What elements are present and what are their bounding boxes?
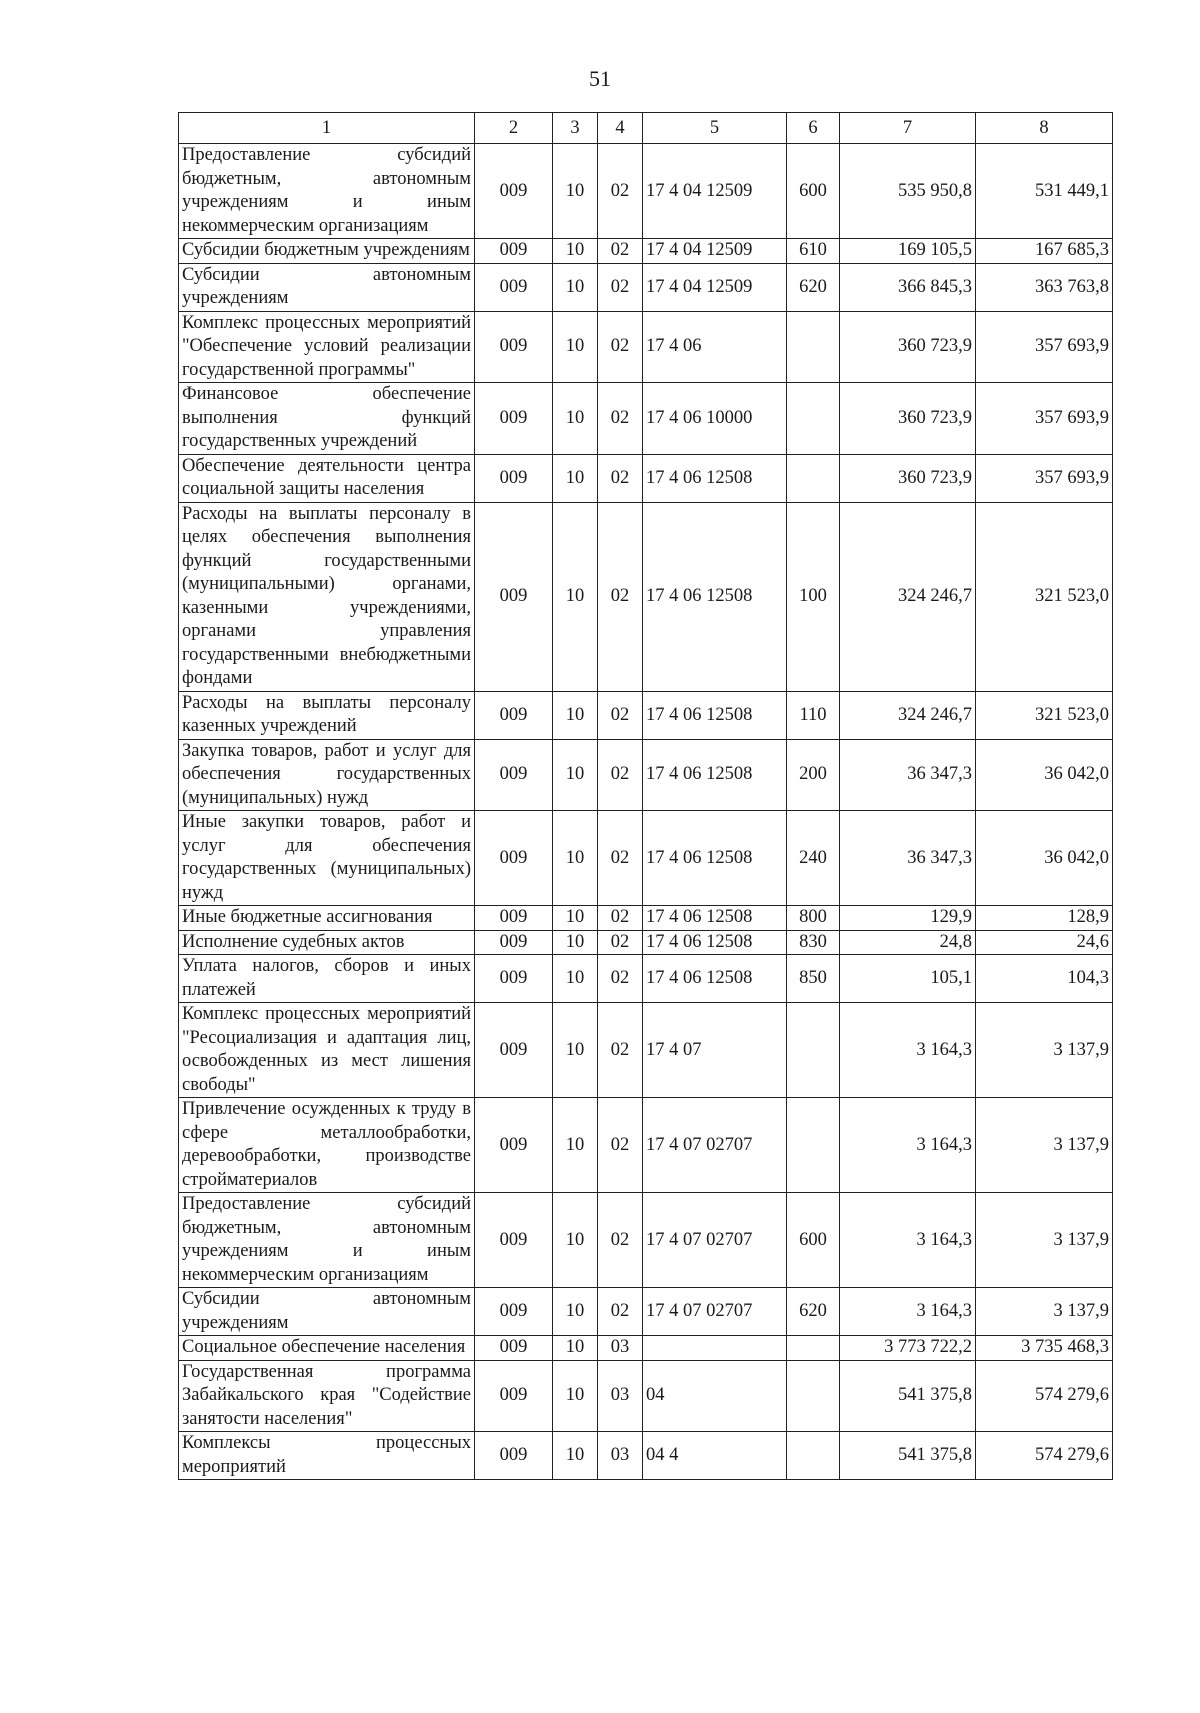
amount-year-1: 360 723,9 [840, 311, 976, 383]
subsection-code: 02 [598, 906, 643, 931]
amount-year-2: 357 693,9 [976, 383, 1113, 455]
amount-year-2: 167 685,3 [976, 239, 1113, 264]
admin-code: 009 [475, 502, 553, 691]
table-row [179, 239, 1113, 264]
amount-year-2: 363 763,8 [976, 263, 1113, 311]
expense-type-code: 240 [787, 811, 840, 906]
section-code: 10 [553, 906, 598, 931]
admin-code: 009 [475, 811, 553, 906]
amount-year-2: 321 523,0 [976, 691, 1113, 739]
target-article-code: 17 4 06 12508 [643, 454, 787, 502]
expense-type-code: 620 [787, 1288, 840, 1336]
table-row [179, 454, 1113, 502]
section-code: 10 [553, 239, 598, 264]
amount-year-1: 24,8 [840, 930, 976, 955]
expense-type-code [787, 454, 840, 502]
amount-year-1: 3 164,3 [840, 1193, 976, 1288]
table-row [179, 930, 1113, 955]
header-row [179, 113, 1113, 144]
item-name: Субсидии автономным учреждениям [179, 1288, 475, 1336]
amount-year-1: 129,9 [840, 906, 976, 931]
expense-type-code: 600 [787, 144, 840, 239]
target-article-code: 17 4 06 [643, 311, 787, 383]
admin-code: 009 [475, 1336, 553, 1361]
section-code: 10 [553, 1360, 598, 1432]
section-code: 10 [553, 1288, 598, 1336]
admin-code: 009 [475, 1288, 553, 1336]
amount-year-1: 169 105,5 [840, 239, 976, 264]
amount-year-2: 531 449,1 [976, 144, 1113, 239]
section-code: 10 [553, 263, 598, 311]
section-code: 10 [553, 1193, 598, 1288]
subsection-code: 02 [598, 502, 643, 691]
column-header: 1 [179, 113, 475, 144]
admin-code: 009 [475, 454, 553, 502]
amount-year-1: 105,1 [840, 955, 976, 1003]
item-name: Комплекс процессных мероприятий "Ресоциализация и адаптация лиц, освобожденных из мест лишения свободы" [179, 1003, 475, 1098]
admin-code: 009 [475, 239, 553, 264]
amount-year-1: 3 164,3 [840, 1098, 976, 1193]
expense-type-code [787, 1003, 840, 1098]
target-article-code: 17 4 06 12508 [643, 739, 787, 811]
column-header: 7 [840, 113, 976, 144]
subsection-code: 02 [598, 263, 643, 311]
amount-year-2: 574 279,6 [976, 1360, 1113, 1432]
budget-table [178, 112, 1113, 1480]
amount-year-2: 3 137,9 [976, 1193, 1113, 1288]
table-row [179, 263, 1113, 311]
admin-code: 009 [475, 1193, 553, 1288]
target-article-code: 17 4 06 12508 [643, 502, 787, 691]
subsection-code: 02 [598, 1098, 643, 1193]
target-article-code: 17 4 06 12508 [643, 930, 787, 955]
item-name: Предоставление субсидий бюджетным, автономным учреждениям и иным некоммерческим организациям [179, 144, 475, 239]
admin-code: 009 [475, 930, 553, 955]
amount-year-2: 36 042,0 [976, 739, 1113, 811]
admin-code: 009 [475, 739, 553, 811]
section-code: 10 [553, 1003, 598, 1098]
table-row [179, 811, 1113, 906]
item-name: Расходы на выплаты персоналу казенных учреждений [179, 691, 475, 739]
target-article-code: 04 4 [643, 1432, 787, 1480]
item-name: Привлечение осужденных к труду в сфере металлообработки, деревообработки, производстве стройматериалов [179, 1098, 475, 1193]
item-name: Предоставление субсидий бюджетным, автономным учреждениям и иным некоммерческим организациям [179, 1193, 475, 1288]
amount-year-1: 3 773 722,2 [840, 1336, 976, 1361]
subsection-code: 02 [598, 811, 643, 906]
subsection-code: 02 [598, 1003, 643, 1098]
table-row [179, 691, 1113, 739]
target-article-code: 17 4 06 10000 [643, 383, 787, 455]
table-row [179, 502, 1113, 691]
table-row [179, 144, 1113, 239]
amount-year-2: 357 693,9 [976, 311, 1113, 383]
subsection-code: 02 [598, 955, 643, 1003]
table-row [179, 955, 1113, 1003]
target-article-code: 17 4 04 12509 [643, 263, 787, 311]
amount-year-1: 541 375,8 [840, 1360, 976, 1432]
section-code: 10 [553, 1098, 598, 1193]
column-header: 4 [598, 113, 643, 144]
table-row [179, 739, 1113, 811]
subsection-code: 02 [598, 1193, 643, 1288]
subsection-code: 02 [598, 930, 643, 955]
amount-year-2: 3 137,9 [976, 1098, 1113, 1193]
expense-type-code: 830 [787, 930, 840, 955]
amount-year-1: 3 164,3 [840, 1003, 976, 1098]
amount-year-1: 3 164,3 [840, 1288, 976, 1336]
amount-year-2: 128,9 [976, 906, 1113, 931]
admin-code: 009 [475, 311, 553, 383]
subsection-code: 02 [598, 383, 643, 455]
expense-type-code: 620 [787, 263, 840, 311]
table-row [179, 1288, 1113, 1336]
item-name: Иные закупки товаров, работ и услуг для обеспечения государственных (муниципальных) нужд [179, 811, 475, 906]
table-row [179, 1193, 1113, 1288]
amount-year-2: 104,3 [976, 955, 1113, 1003]
amount-year-2: 357 693,9 [976, 454, 1113, 502]
admin-code: 009 [475, 383, 553, 455]
item-name: Комплекс процессных мероприятий "Обеспечение условий реализации государственной программы" [179, 311, 475, 383]
table-row [179, 1098, 1113, 1193]
subsection-code: 02 [598, 239, 643, 264]
section-code: 10 [553, 930, 598, 955]
target-article-code: 17 4 06 12508 [643, 691, 787, 739]
amount-year-2: 24,6 [976, 930, 1113, 955]
item-name: Обеспечение деятельности центра социальной защиты населения [179, 454, 475, 502]
subsection-code: 02 [598, 1288, 643, 1336]
admin-code: 009 [475, 263, 553, 311]
target-article-code: 17 4 06 12508 [643, 906, 787, 931]
table-row [179, 383, 1113, 455]
item-name: Субсидии бюджетным учреждениям [179, 239, 475, 264]
section-code: 10 [553, 454, 598, 502]
subsection-code: 03 [598, 1432, 643, 1480]
section-code: 10 [553, 383, 598, 455]
amount-year-1: 36 347,3 [840, 811, 976, 906]
column-header: 8 [976, 113, 1113, 144]
section-code: 10 [553, 1336, 598, 1361]
expense-type-code [787, 1336, 840, 1361]
admin-code: 009 [475, 1432, 553, 1480]
amount-year-1: 360 723,9 [840, 454, 976, 502]
column-header: 6 [787, 113, 840, 144]
target-article-code: 17 4 07 [643, 1003, 787, 1098]
target-article-code: 17 4 07 02707 [643, 1288, 787, 1336]
expense-type-code [787, 1360, 840, 1432]
expense-type-code: 800 [787, 906, 840, 931]
amount-year-2: 36 042,0 [976, 811, 1113, 906]
item-name: Финансовое обеспечение выполнения функций государственных учреждений [179, 383, 475, 455]
table-body [179, 144, 1113, 1480]
amount-year-2: 321 523,0 [976, 502, 1113, 691]
item-name: Социальное обеспечение населения [179, 1336, 475, 1361]
item-name: Государственная программа Забайкальского края "Содействие занятости населения" [179, 1360, 475, 1432]
amount-year-2: 3 735 468,3 [976, 1336, 1113, 1361]
target-article-code: 17 4 04 12509 [643, 144, 787, 239]
admin-code: 009 [475, 906, 553, 931]
expense-type-code: 100 [787, 502, 840, 691]
subsection-code: 03 [598, 1360, 643, 1432]
amount-year-1: 324 246,7 [840, 502, 976, 691]
subsection-code: 02 [598, 144, 643, 239]
section-code: 10 [553, 811, 598, 906]
expense-type-code [787, 1432, 840, 1480]
item-name: Субсидии автономным учреждениям [179, 263, 475, 311]
expense-type-code: 600 [787, 1193, 840, 1288]
target-article-code: 17 4 06 12508 [643, 955, 787, 1003]
section-code: 10 [553, 1432, 598, 1480]
section-code: 10 [553, 311, 598, 383]
target-article-code: 17 4 04 12509 [643, 239, 787, 264]
amount-year-1: 541 375,8 [840, 1432, 976, 1480]
target-article-code: 04 [643, 1360, 787, 1432]
column-header: 5 [643, 113, 787, 144]
item-name: Иные бюджетные ассигнования [179, 906, 475, 931]
column-header: 2 [475, 113, 553, 144]
amount-year-1: 360 723,9 [840, 383, 976, 455]
expense-type-code: 110 [787, 691, 840, 739]
expense-type-code: 200 [787, 739, 840, 811]
target-article-code: 17 4 07 02707 [643, 1193, 787, 1288]
admin-code: 009 [475, 1003, 553, 1098]
table-row [179, 1336, 1113, 1361]
item-name: Уплата налогов, сборов и иных платежей [179, 955, 475, 1003]
subsection-code: 02 [598, 311, 643, 383]
target-article-code: 17 4 07 02707 [643, 1098, 787, 1193]
section-code: 10 [553, 691, 598, 739]
expense-type-code [787, 383, 840, 455]
table-row [179, 1003, 1113, 1098]
target-article-code: 17 4 06 12508 [643, 811, 787, 906]
item-name: Исполнение судебных актов [179, 930, 475, 955]
admin-code: 009 [475, 955, 553, 1003]
amount-year-1: 366 845,3 [840, 263, 976, 311]
table-row [179, 906, 1113, 931]
item-name: Расходы на выплаты персоналу в целях обеспечения выполнения функций государственными (муниципальными) органами, казенными учреждениями, органами управления государственными внебюджетными фондами [179, 502, 475, 691]
amount-year-2: 574 279,6 [976, 1432, 1113, 1480]
page-number: 51 [589, 66, 611, 91]
amount-year-1: 324 246,7 [840, 691, 976, 739]
expense-type-code [787, 311, 840, 383]
amount-year-1: 535 950,8 [840, 144, 976, 239]
admin-code: 009 [475, 1098, 553, 1193]
table-row [179, 1432, 1113, 1480]
section-code: 10 [553, 502, 598, 691]
target-article-code [643, 1336, 787, 1361]
subsection-code: 02 [598, 739, 643, 811]
amount-year-2: 3 137,9 [976, 1288, 1113, 1336]
expense-type-code [787, 1098, 840, 1193]
subsection-code: 02 [598, 691, 643, 739]
subsection-code: 03 [598, 1336, 643, 1361]
expense-type-code: 850 [787, 955, 840, 1003]
amount-year-2: 3 137,9 [976, 1003, 1113, 1098]
admin-code: 009 [475, 691, 553, 739]
section-code: 10 [553, 739, 598, 811]
section-code: 10 [553, 144, 598, 239]
table-row [179, 1360, 1113, 1432]
table-row [179, 311, 1113, 383]
section-code: 10 [553, 955, 598, 1003]
item-name: Закупка товаров, работ и услуг для обеспечения государственных (муниципальных) нужд [179, 739, 475, 811]
amount-year-1: 36 347,3 [840, 739, 976, 811]
expense-type-code: 610 [787, 239, 840, 264]
admin-code: 009 [475, 1360, 553, 1432]
column-header: 3 [553, 113, 598, 144]
subsection-code: 02 [598, 454, 643, 502]
admin-code: 009 [475, 144, 553, 239]
item-name: Комплексы процессных мероприятий [179, 1432, 475, 1480]
